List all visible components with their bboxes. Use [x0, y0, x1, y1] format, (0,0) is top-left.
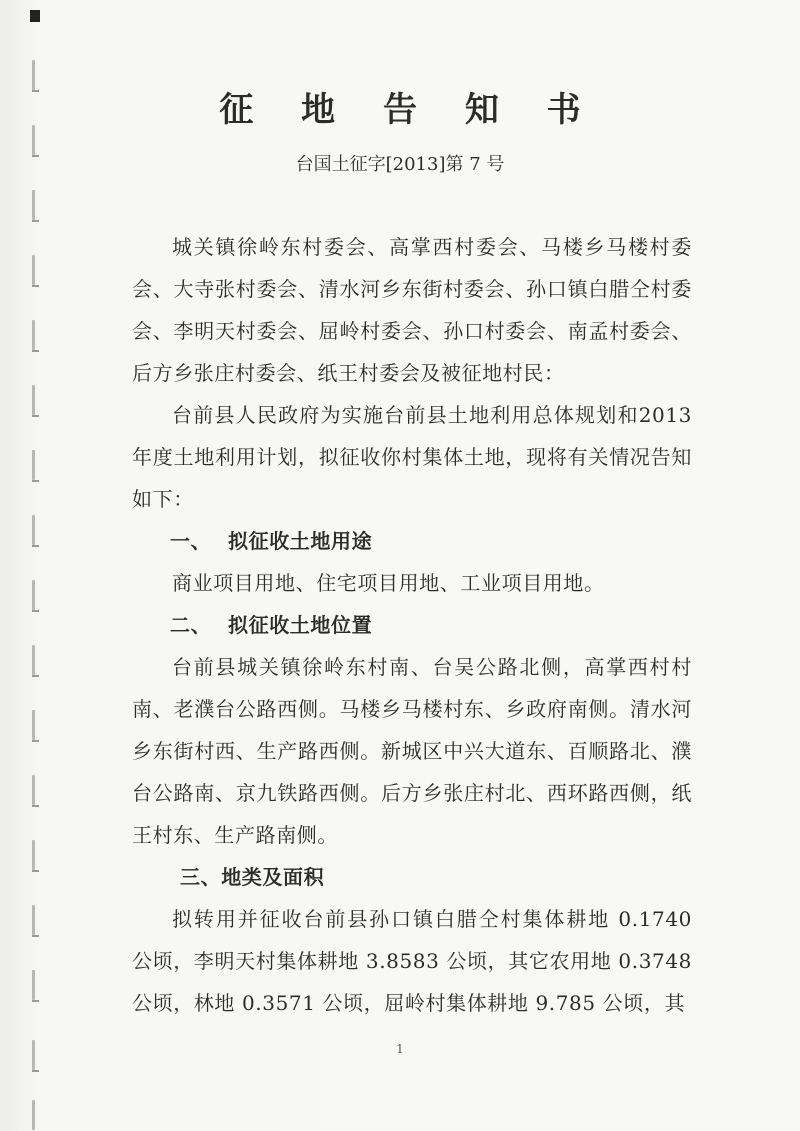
section-text-1: 商业项目用地、住宅项目用地、工业项目用地。 — [172, 571, 605, 595]
section-heading-3: 三、地类及面积 — [180, 865, 325, 889]
document-number: 台国土征字[2013]第 7 号 — [295, 154, 505, 175]
section-heading-2: 二、 拟征收土地位置 — [170, 613, 373, 637]
addressees-paragraph: 城关镇徐岭东村委会、高掌西村委会、马楼乡马楼村委会、大寺张村委会、清水河乡东街村委会、孙口镇白腊仝村委会、李明天村委会、屈岭村委会、孙口村委会、南孟村委会、后方乡张庄村委会、纸王村委会及被征地村民： — [132, 235, 692, 385]
intro-paragraph: 台前县人民政府为实施台前县土地利用总体规划和2013年度土地利用计划，拟征收你村集体土地，现将有关情况告知如下： — [132, 403, 692, 511]
section-text-3: 拟转用并征收台前县孙口镇白腊仝村集体耕地 0.1740 公顷，李明天村集体耕地 3.8583 公顷，其它农用地 0.3748 公顷，林地 0.3571 公顷，屈岭村集体耕地 9.785 公顷，其 — [132, 907, 692, 1015]
binder-corner-mark — [30, 10, 40, 22]
section-heading-1: 一、 拟征收土地用途 — [170, 529, 373, 553]
document-body — [132, 226, 692, 1024]
section-text-2: 台前县城关镇徐岭东村南、台吴公路北侧，高掌西村村南、老濮台公路西侧。马楼乡马楼村东、乡政府南侧。清水河乡东街村西、生产路西侧。新城区中兴大道东、百顺路北、濮台公路南、京九铁路西侧。后方乡张庄村北、西环路西侧，纸王村东、生产路南侧。 — [132, 655, 692, 847]
document-title: 征 地 告 知 书 — [219, 90, 599, 130]
page-number: 1 — [396, 1042, 404, 1056]
